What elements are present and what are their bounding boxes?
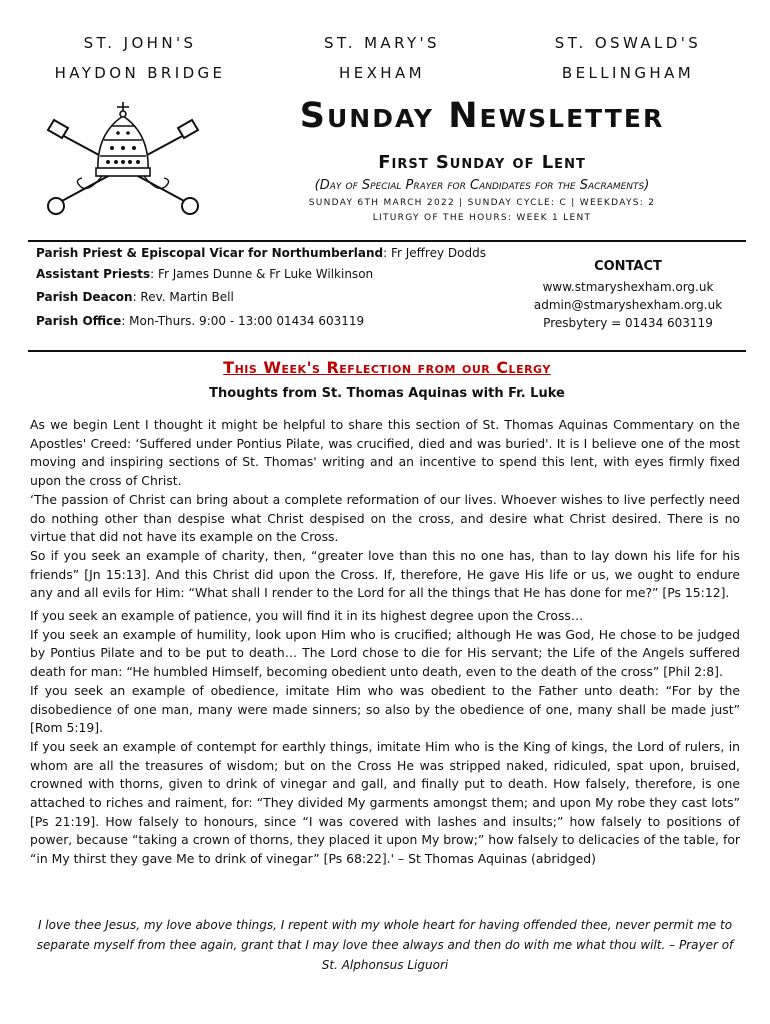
staff-label: Parish Deacon [36,290,133,304]
contact-box [520,258,736,332]
paragraph: If you seek an example of contempt for earthly things, imitate Him who is the King of kings, the Lord of rulers, in whom are all the treasures of wisdom; but on the Cross He was stripped naked, ridiculed, spat upon, bruised, crowned with thorns, given to drink of vinegar and gall, and finally put to death. How falsely, therefore, is one attached to riches and raiment, for: “They divided My garments amongst them; and upon My robe they cast lots” [Ps 21:19]. How falsely to honours, since “I was covered with lashes and insults;” how falsely to positions of power, because “taking a crown of thorns, they placed it upon My brow;” how falsely to delicacies of the table, for “in My thirst they gave Me to drink of vinegar” [Ps 68:22].' – St Thomas Aquinas (abridged) [30,738,740,867]
paragraph: If you seek an example of obedience, imitate Him who was obedient to the Father unto death: “For by the disobedience of one man, many were made sinners; so also by the obedience of one, many shall be made just” [Rom 5:19]. [30,682,740,736]
reflection-heading: This Week's Reflection from our Clergy [223,358,551,377]
staff-value: : Fr Jeffrey Dodds [383,246,486,260]
reflection-subheading: Thoughts from St. Thomas Aquinas with Fr. Luke [209,386,565,401]
staff-value: : Fr James Dunne & Fr Luke Wilkinson [150,267,374,281]
newsletter-title: Sunday Newsletter [299,96,665,136]
parish-name: ST. OSWALD'S [554,34,702,52]
parish-haydon-bridge [40,28,240,88]
staff-label: Parish Priest & Episcopal Vicar for Northumberland [36,246,384,260]
parish-name: ST. MARY'S [324,34,440,52]
reflection-body [30,416,740,869]
divider [28,240,746,242]
parish-place: HAYDON BRIDGE [54,64,226,82]
divider [28,350,746,352]
parish-place: BELLINGHAM [561,64,695,82]
paragraph: As we begin Lent I thought it might be helpful to share this section of St. Thomas Aquinas Commentary on the Apostles' Creed: ‘Suffered under Pontius Pilate, was crucified, died and was buried'. It is I believe one of the most moving and inspiring sections of St. Thomas' writing and an incentive to spend this lent, with eyes firmly fixed upon the cross of Christ. [30,417,740,489]
contact-phone: Presbytery = 01434 603119 [543,316,713,330]
staff-value: : Mon-Thurs. 9:00 - 13:00 01434 603119 [121,314,365,328]
date-cycle-line: SUNDAY 6TH MARCH 2022 | SUNDAY CYCLE: C | WEEKDAYS: 2 [308,198,656,208]
parish-name: ST. JOHN'S [83,34,197,52]
paragraph: If you seek an example of patience, you will find it in its highest degree upon the Cross… [30,608,584,624]
parish-hexham [282,28,482,88]
staff-label: Parish Office [36,314,122,328]
contact-website-link[interactable]: www.stmaryshexham.org.uk [542,280,714,294]
staff-row-parish-deacon [36,290,234,304]
paragraph: If you seek an example of humility, look upon Him who is crucified; although He was God, He chose to be judged by Pontius Pilate and to be put to death… The Lord chose to die for His servant; the Life of the Angels suffered death for man: “He humbled Himself, becoming obedient unto death, even to the death of the cross” [Phil 2:8]. [30,626,740,680]
staff-row-assistant-priests [36,267,373,281]
liturgy-hours-line: LITURGY OF THE HOURS: WEEK 1 LENT [372,213,592,223]
newsletter-subtitle: First Sunday of Lent [378,152,586,173]
staff-label: Assistant Priests [36,267,151,281]
contact-heading: CONTACT [594,259,662,274]
staff-value: : Rev. Martin Bell [132,290,234,304]
special-day-line: (Day of Special Prayer for Candidates for the Sacraments) [314,178,650,193]
staff-row-parish-priest [36,246,486,260]
closing-prayer: I love thee Jesus, my love above things, I repent with my whole heart for having offended thee, never permit me to separate myself from thee again, grant that I may love thee always and then do with me what thou wilt. – Prayer of St. Alphonsus Liguori [36,918,734,972]
parish-place: HEXHAM [339,64,425,82]
papal-crest-icon [38,94,208,216]
parish-bellingham [528,28,728,88]
paragraph: So if you seek an example of charity, then, “greater love than this no one has, than to lay down his life for his friends” [Jn 15:13]. And this Christ did upon the Cross. If, therefore, He gave His life or us, we ought to endure any and all evils for Him: “What shall I render to the Lord for all the things that He has done for me?” [Ps 15:12]. [30,547,740,601]
staff-row-parish-office [36,314,364,328]
paragraph: ‘The passion of Christ can bring about a complete reformation of our lives. Whoever wishes to live perfectly need do nothing other than despise what Christ despised on the cross, and desire what Christ desired. There is no virtue that did not have its example on the Cross. [30,491,740,545]
contact-email-link[interactable]: admin@stmaryshexham.org.uk [533,298,723,312]
